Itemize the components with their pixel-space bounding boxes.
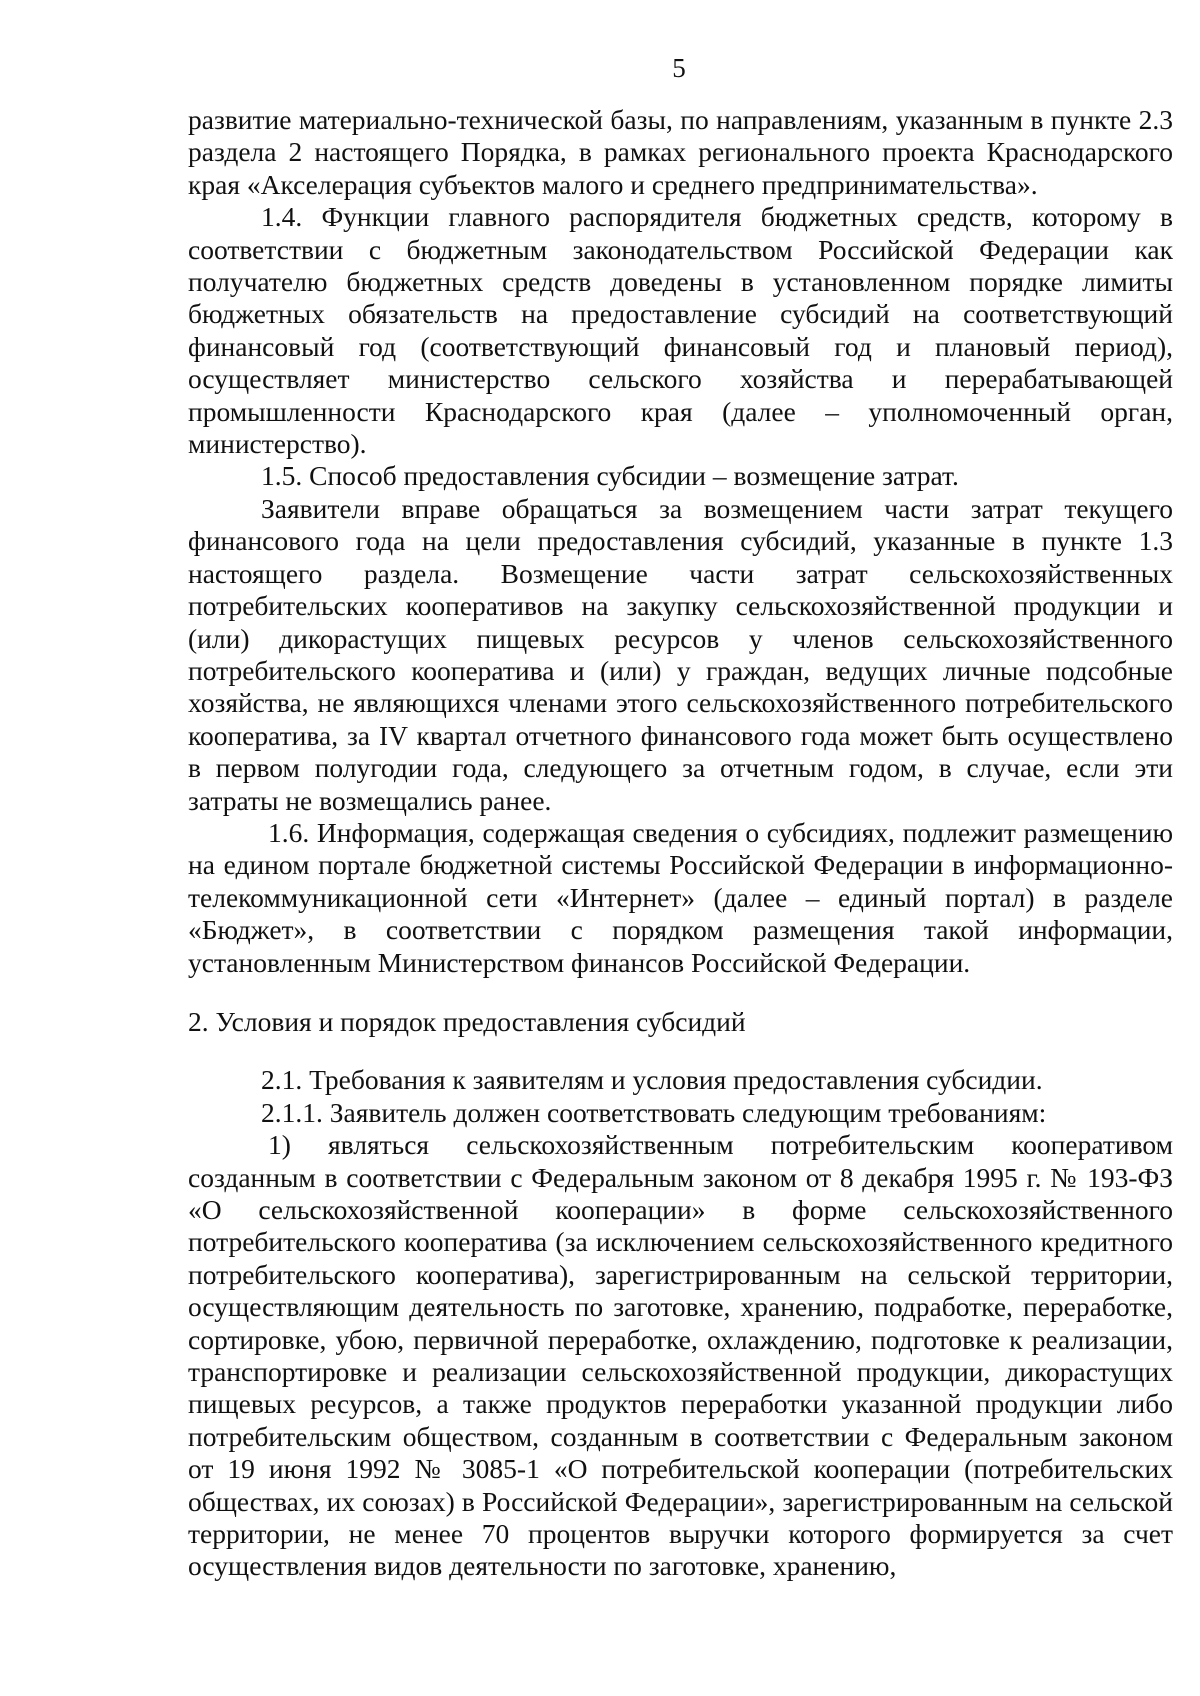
page-number: 5 [672, 53, 686, 83]
paragraph-2-1-1: 2.1.1. Заявитель должен соответствовать следующим требованиям: [261, 1096, 1047, 1128]
paragraph-continuation: развитие материально-технической базы, по направлениям, указанным в пункте 2.3 раздела 2 настоящего Порядка, в рамках регионального проекта Краснодарского края «Акселерация субъектов малого и среднего предпринимательства». [188, 104, 1173, 200]
paragraph-requirement-1: 1) являться сельскохозяйственным потребительским кооперативом созданным в соответствии с Федеральным законом от 8 декабря 1995 г. № 193-ФЗ «О сельскохозяйственной кооперации» в форме сельскохозяйственного потребительского кооператива (за исключением сельскохозяйственного кредитного потребительского кооператива), зарегистрированным на сельской территории, осуществляющим деятельность по заготовке, хранению, подработке, переработке, сортировке, убою, первичной переработке, охлаждению, подготовке к реализации, транспортировке и реализации сельскохозяйственной продукции, дикорастущих пищевых ресурсов, а также продуктов переработки указанной продукции либо потребительским обществом, созданным в соответствии с Федеральным законом от 19 июня 1992 № 3085-1 «О потребительской кооперации (потребительских обществах, их союзах) в Российской Федерации», зарегистрированным на сельской территории, не менее 70 процентов выручки которого формируется за счет осуществления видов деятельности по заготовке, хранению, [188, 1129, 1173, 1582]
paragraph-1-6: 1.6. Информация, содержащая сведения о субсидиях, подлежит размещению на едином портале бюджетной системы Российской Федерации в информационно-телекоммуникационной сети «Интернет» (далее – единый портал) в разделе «Бюджет», в соответствии с порядком размещения такой информации, установленным Министерством финансов Российской Федерации. [188, 816, 1173, 978]
paragraph-1-4: 1.4. Функции главного распорядителя бюджетных средств, которому в соответствии с бюджетным законодательством Российской Федерации как получателю бюджетных средств доведены в установленном порядке лимиты бюджетных обязательств на предоставление субсидий на соответствующий финансовый год (соответствующий финансовый год и плановый период), осуществляет министерство сельского хозяйства и перерабатывающей промышленности Краснодарского края (далее – уполномоченный орган, министерство). [188, 201, 1173, 460]
paragraph-1-5: 1.5. Способ предоставления субсидии – возмещение затрат. [261, 460, 959, 492]
section-heading: 2. Условия и порядок предоставления субсидий [188, 1005, 746, 1037]
paragraph-2-1: 2.1. Требования к заявителям и условия предоставления субсидии. [261, 1064, 1043, 1096]
document-body [188, 104, 1173, 1583]
paragraph-applicants: Заявители вправе обращаться за возмещением части затрат текущего финансового года на цели предоставления субсидий, указанные в пункте 1.3 настоящего раздела. Возмещение части затрат сельскохозяйственных потребительских кооперативов на закупку сельскохозяйственной продукции и (или) дикорастущих пищевых ресурсов у членов сельскохозяйственного потребительского кооператива и (или) у граждан, ведущих личные подсобные хозяйства, не являющихся членами этого сельскохозяйственного потребительского кооператива, за IV квартал отчетного финансового года может быть осуществлено в первом полугодии года, следующего за отчетным годом, в случае, если эти затраты не возмещались ранее. [188, 492, 1173, 816]
